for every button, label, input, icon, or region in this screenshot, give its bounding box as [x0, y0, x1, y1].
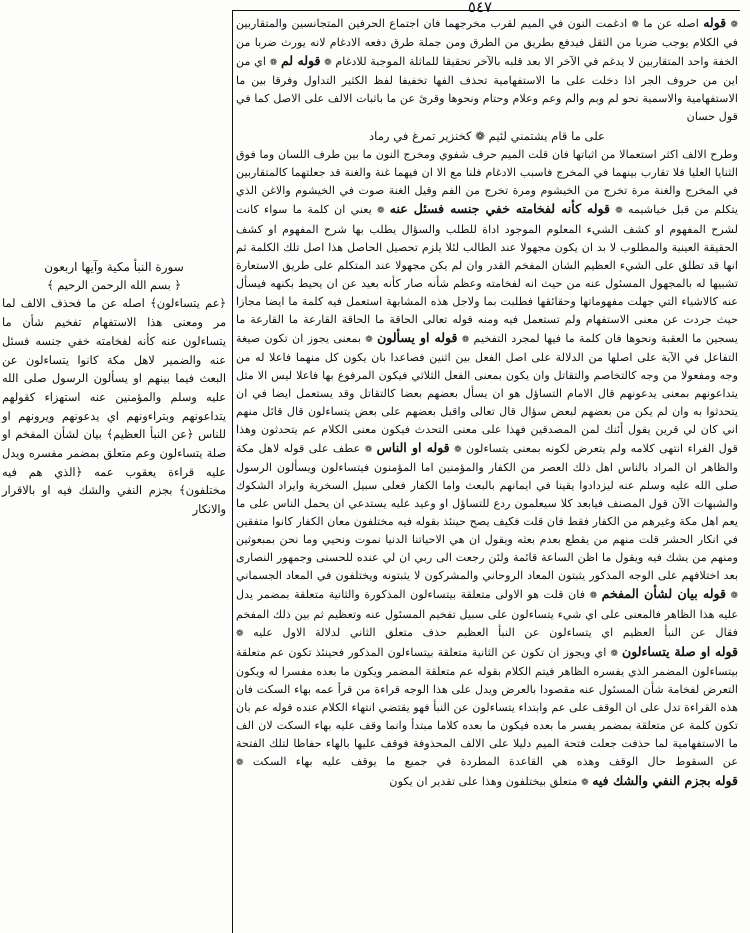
commentary-heading: قوله كأنه لفخامته خفي جنسه فسئل عنه	[389, 201, 610, 217]
commentary-heading: قوله او الناس	[376, 440, 450, 456]
main-commentary	[236, 14, 738, 933]
commentary-heading: قوله لم	[280, 53, 321, 69]
ornament-icon: ❁	[269, 58, 278, 69]
ornament-icon: ❁	[581, 777, 589, 788]
ornament-icon: ❁	[454, 445, 462, 456]
ornament-icon: ❁	[631, 20, 640, 30]
lemma: اصله عن ما	[643, 17, 699, 30]
commentary-heading: قوله بيان لشأن المفخم	[601, 586, 726, 602]
quran-text-sidebar	[2, 258, 226, 520]
page-number: ٥٤٧	[467, 0, 493, 16]
ornament-icon: ❁	[364, 445, 373, 456]
ornament-icon: ❁	[377, 206, 385, 217]
commentary-text: يعني ان كلمة ما سواء كانت لشرح المفهوم او كشف الشيء المعلوم الموجود اداة للطلب والسؤال يطلب بها شرح المفهوم او كشف الحقيقة العينية والمطلوب لا بد ان يكون مجهولا عند الطالب لئلا يلزم تحصيل الحاصل هذا اصل تلك الكلمة ثم انها قد تطلق على الشيء العظيم الشان المفخم القدر وان لم يكن مجهولا عند المتكلم على طريق الاستعارة تشبيها له بالمجهول المسئول عنه من حيث انه لفخامته وعظم شأنه صار كأنه بعيد عن ان يحيط بكنهه فيسأل عنه كالاشياء التي جهلت مفهوماتها وحقائقها فطلبت بما ولاجل هذه المشابهة استعمل فيه كلمة ما ايضا مجازا حيث جردت عن معنى الاستفهام ولم تستعمل فيه ومنه قوله تعالى الحاقة ما الحاقة القارعة ما القارعة ما يسجين ما العقبة ونحوها فان كلمة ما فيها لمجرد التفخيم	[236, 203, 738, 345]
ornament-icon: ❁	[324, 58, 332, 69]
commentary-paragraph	[236, 146, 738, 792]
ornament-icon: ❁	[236, 757, 244, 768]
commentary-text: اي من اين من حروف الجر اذا دخلت على ما الاستفهامية تحذف الفها تخفيفا لفظ الكثير التداول وفرقا بين ما الاستفهامية والاسمية نحو لم وبم والم وعم وعلام وحتام ونحوها وقرئ عن ما باثبات الالف على الاصل كما في قول حسان	[236, 55, 738, 124]
poetry-verse: على ما قام يشتمني لئيم ❁ كخنزير تمرغ في رماد	[369, 129, 605, 144]
commentary-text: اي ويجوز ان تكون عن الثانية متعلقة بيتساءلون المذكور فحينئذ تكون عم متعلقة بيتساءلون المضمر الذي يفسره الظاهر فيتم الكلام بقوله عم متعلقة المضمر ويكون ما بعده مفسرا له ويكون التعرض لفخامة شأن المسئول عنه مقصودا بالعرض ويدل على هذا الوجه قراءة من قرأ عمه بهاء السكت فان هذه القراءة تدل على ان الوقف على عم وابتداء يتساءلون عن النبأ فهو يقتضي انتهاء الكلام عنده قوله عم بان تكون كلمة عن متعلقة بمضمر يفسر ما بعده فيكون ما بعده كلاما مبتدأ وانما وقف عليه بهاء السكت لان الف ما الاستفهامية لما حذفت جعلت فتحة الميم دليلا على الالف المحذوفة فوقف عليها بالهاء حفاظا لتلك الفتحة عن السقوط حال الوقف وهذه هي القاعدة المطردة في جميع ما يوقف عليه بهاء السكت	[236, 645, 738, 768]
commentary-paragraph	[236, 14, 738, 126]
ornament-icon: ❁	[730, 20, 738, 30]
ornament-icon: ❁	[615, 206, 623, 217]
surah-title: سورة النبأ مكية وآيها اربعون	[44, 260, 184, 274]
ornament-icon: ❁	[365, 334, 373, 345]
commentary-text: متعلق بيختلفون وهذا على تقدير ان يكون	[389, 774, 578, 788]
commentary-text: عطف على قوله لاهل مكة والظاهر ان المراد بالناس اهل ذلك العصر من الكفار والمؤمنين اما المؤمنون فيتساءلون ويسألون الرسول صلى الله عليه وسلم عنه ليزدادوا يقينا في ايمانهم بالبعث واما الكفار فعلى سبيل السخرية وايراد الشكوك والشبهات الآن قول المصنف فيابعد كلا سيعلمون ردع للتساؤل او وعيد عليه يستدعي ان يحمل الناس على ما يعم اهل مكة وغيرهم من الكفار فقط فان قلت فكيف يصح حينئذ بقوله فيه مختلفون معان الكفار كانوا متفقين في انكار الحشر قلت منهم من يقطع بعدم بعثه ويقول ان هي الاحياتنا الدنيا نموت ونحيي وما نحن بمبعوثين ومنهم من يشك فيه ويقول ما اظن الساعة قائمة ولئن رجعت الى ربي ان لي عنده للحسنى وجمهور النصارى بعد اختلافهم على الوجه المذكور يثبتون المعاد الروحاني والمشركون لا يثبتونه ويختلفون في المعاد الجسماني	[236, 442, 738, 583]
ornament-icon: ❁	[589, 591, 598, 602]
commentary-text: ادغمت النون في الميم لقرب مخرجهما فان اجتماع الحرفين المتجانسين والمتقاربين في الكلام يوجب ضربا من الثقل فيدفع بطريق من الطرق ومن جملة طرق دفعه الادغام لانه يورث ضربا من الخفة واحد المتقاربين لا يدغم في الآخر الا بعد قلبه بالآخر تحقيقا للماثلة الموجبة للادغام	[236, 17, 738, 69]
commentary-heading: قوله او يسألون	[377, 329, 458, 345]
commentary-text: فان قلت هو الاولى متعلقة بيتساءلون المذكورة والثانية متعلقة بمضمر يدل عليه هذا الظاهر فالمعنى على اي شيء يتساءلون على سبيل تفخيم المسئول عنه وتعظيم ثم بين ذلك المفخم فقال عن النبأ العظيم اي يتساءلون عن النبأ العظيم حذف متعلق الثاني لدلالة الاول عليه	[236, 588, 738, 639]
commentary-heading: قوله بجزم النفي والشك فيه	[592, 772, 738, 788]
column-divider	[232, 10, 233, 933]
ornament-icon: ❁	[610, 648, 618, 659]
commentary-text: وطرح الالف اكثر استعمالا من اثباتها فان قلت الميم حرف شفوي ومخرج النون ما بين طرف اللسان وما فوق الثنايا العليا فلا تقارب بينهما في المخرج فاسبب الادغام فلنا مع الا ان فيهما غنة والغنة قد جعلتهما كالمتقاربين في المخرج والغنة مرة تخرج من الخيشوم ومرة تخرج من الفم وقيل الغنة صوت في الخيشوم والاغن الذي يتكلم من قبل خياشيمه	[236, 148, 738, 217]
commentary-heading: قوله او صلة يتساءلون	[622, 643, 738, 659]
ornament-icon: ❁	[461, 334, 470, 345]
ornament-icon: ❁	[236, 628, 244, 639]
ornament-icon: ❁	[730, 591, 738, 602]
commentary-heading: قوله	[703, 15, 727, 30]
sidebar-body: ﴿عم يتساءلون﴾ اصله عن ما فحذف الالف لما مر ومعنى هذا الاستفهام تفخيم شأن ما يتساءلون عنه كأنه لفخامته خفي جنسه فسئل عنه والضمير لاهل مكة كانوا يتساءلون عن البعث فيما بينهم او يسألون الرسول صلى الله عليه وسلم والمؤمنين عنه استهزاء كقولهم يتداعونهم وبتراءونهم اي يدعونهم ويرونهم او للناس ﴿عن النبأ العظيم﴾ بيان لشأن المفخم او صلة يتساءلون وعم متعلق بمضمر مفسره ويدل عليه قراءة يعقوب عمه ﴿الذي هم فيه مختلفون﴾ بجزم النفي والشك فيه او بالاقرار والانكار	[2, 297, 226, 517]
commentary-text: بمعنى يجوز ان تكون صيغة التفاعل في الآية على اصلها من الدلالة على اصل الفعل بين اثنين فصاعدا بان يكون كل منهما فاعلا له من وجه ومفعولا من وجه كالتخاصم والتقاتل وان يكون بمعنى الفعل الثلاثي فيكون المرفوع بها فاعلا ليس الا مثل يتداعونهم بمعنى يدعونهم قال الامام التساؤل هو ان يسأل بعضهم بعضا كالتقاتل وقد يستعمل ايضا في ان يتحدثوا به وان لم يكن من بعضهم لبعض سؤال قال تعالى واقبل بعضهم على بعض يتساءلون قال قائل منهم اني كان لي قرين يقول أئنك لمن المصدقين فهذا على معنى التحدث فيكون معنى الكلام عم يتحدثون وهذا قول الفراء انتهى كلامه ولم يتعرض لكونه بمعنى يتساءلون	[236, 331, 738, 456]
top-rule	[232, 10, 740, 11]
basmala: ﴿ بسم الله الرحمن الرحيم ﴾	[47, 278, 181, 292]
